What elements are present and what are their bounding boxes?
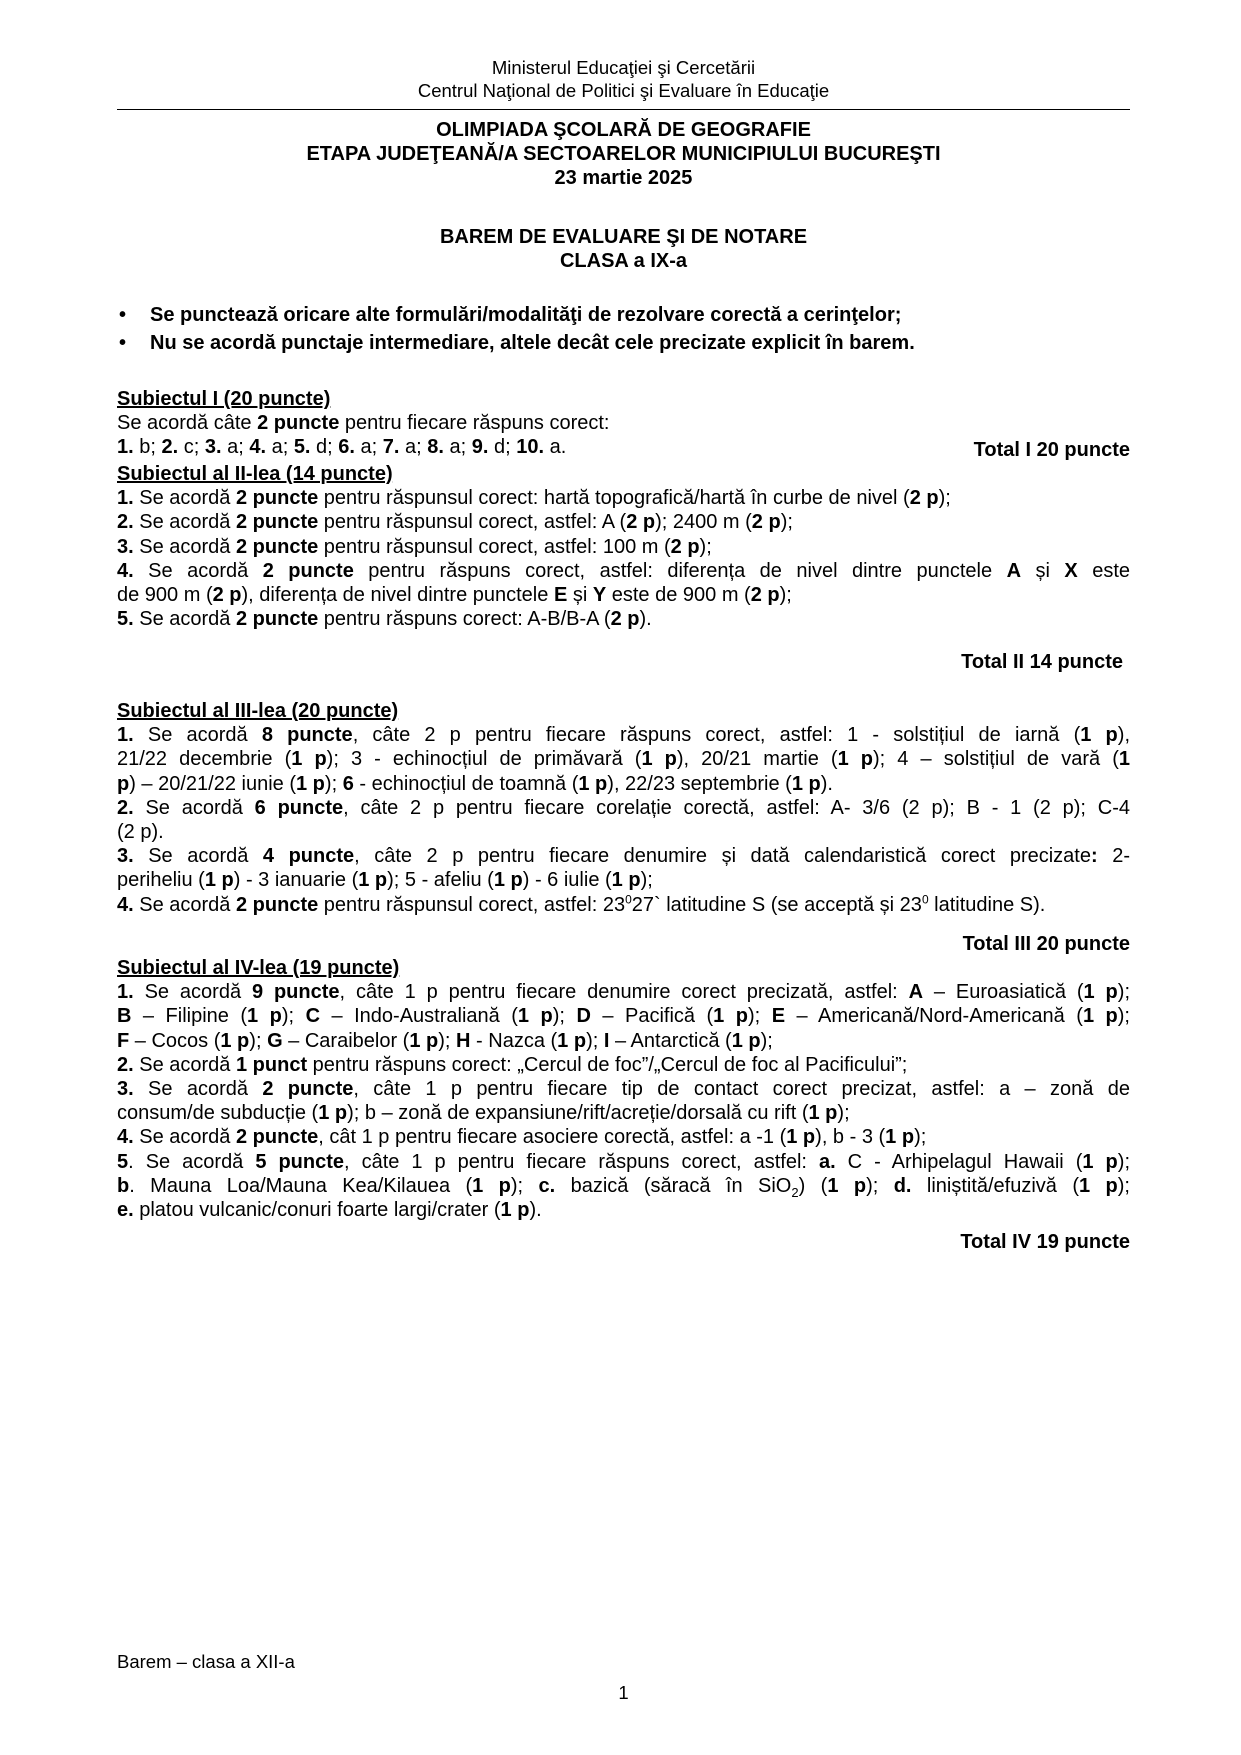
text-run: este	[1077, 559, 1130, 582]
text-run: ) (	[798, 1174, 828, 1197]
text-run: 1 p	[220, 1029, 250, 1052]
text-line	[117, 772, 1130, 796]
header-divider	[117, 109, 1130, 110]
text-run: b	[117, 1174, 130, 1197]
text-run: de 900 m (	[117, 584, 213, 607]
text-run: ), b - 3 (	[815, 1126, 886, 1149]
text-run: p	[117, 772, 130, 795]
text-run: Se acordă	[133, 845, 263, 868]
text-run: a;	[399, 436, 428, 459]
section-total: Total III 20 puncte	[962, 933, 1130, 955]
text-run: c;	[178, 436, 205, 459]
text-line	[117, 844, 1130, 868]
text-line	[117, 747, 1130, 771]
text-run: );	[779, 584, 792, 607]
text-run: );	[760, 1029, 773, 1052]
text-run: 3.	[117, 535, 134, 558]
text-run: ) - 3 ianuarie (	[233, 869, 359, 892]
text-run: 2 p	[670, 535, 700, 558]
text-run: 8 puncte	[261, 724, 353, 747]
text-run: pentru răspunsul corect: hartă topografică/hartă în curbe de nivel (	[318, 487, 910, 510]
text-run: );	[1117, 1150, 1130, 1173]
exam-date: 23 martie 2025	[554, 167, 693, 190]
text-run: – Filipine (	[131, 1005, 248, 1028]
text-run: 1 p	[204, 869, 234, 892]
section-heading: Subiectul al II-lea (14 puncte)	[117, 463, 393, 485]
text-run: 5.	[293, 436, 311, 459]
text-run: latitudine S).	[928, 893, 1046, 916]
text-run: ) – 20/21/22 iunie (	[129, 772, 296, 795]
text-run: Se acordă	[133, 511, 236, 534]
text-line	[117, 1101, 1130, 1125]
text-run: 5 puncte	[255, 1150, 345, 1173]
text-run: 1 p	[296, 772, 325, 795]
text-run: ).	[639, 608, 652, 631]
text-line	[117, 868, 1130, 892]
text-run: – Caraibelor (	[282, 1029, 410, 1052]
text-run: E	[771, 1005, 786, 1028]
text-run: 1 p	[247, 1005, 282, 1028]
text-run: 1 p	[1080, 724, 1118, 747]
text-run: 2 puncte	[235, 893, 319, 916]
text-run: pentru fiecare răspuns corect:	[339, 412, 610, 435]
title-line: OLIMPIADA ŞCOLARĂ DE GEOGRAFIE	[436, 119, 811, 141]
section-3	[117, 699, 1130, 917]
text-run: pentru răspuns corect: „Cercul de foc”/„Cercul de foc al Pacificului”;	[307, 1053, 908, 1076]
section-total: Total II 14 puncte	[961, 651, 1123, 673]
note-item: • Nu se acordă punctaje intermediare, altele decât cele precizate explicit în barem.	[117, 329, 1130, 357]
text-run: 2 p	[610, 608, 640, 631]
text-run: bazică (săracă în SiO	[555, 1174, 792, 1197]
text-line	[117, 820, 1130, 844]
text-run: 1 p	[837, 748, 874, 771]
text-run: a;	[354, 436, 383, 459]
text-run: H	[456, 1029, 471, 1052]
text-run: 27` latitudine S (se acceptă și 23	[631, 893, 922, 916]
text-run: 4 puncte	[262, 845, 355, 868]
notes-list	[117, 301, 1130, 357]
text-run: Se acordă	[133, 1078, 263, 1101]
text-run: 21/22 decembrie (	[117, 748, 292, 771]
text-run: 1.	[117, 724, 134, 747]
text-run: 1 p	[786, 1126, 816, 1149]
text-run: – Americană/Nord-Americană (	[785, 1005, 1083, 1028]
text-run: 1 p	[318, 1102, 348, 1125]
center-name: Centrul Naţional de Politici şi Evaluare în Educaţie	[417, 80, 830, 101]
text-run: 4.	[117, 559, 134, 582]
ministry-name: Ministerul Educaţiei şi Cercetării	[491, 57, 756, 78]
text-run: a.	[818, 1150, 836, 1173]
text-line	[117, 559, 1130, 583]
text-run: 2 p	[909, 487, 939, 510]
text-run: 1 p	[500, 1199, 530, 1222]
text-run: . Se acordă	[128, 1150, 256, 1173]
text-line	[117, 893, 1130, 917]
document-header	[117, 56, 1130, 102]
section-heading: Subiectul I (20 puncte)	[117, 388, 331, 410]
text-run: . Mauna Loa/Mauna Kea/Kilauea (	[129, 1174, 473, 1197]
section-heading: Subiectul al III-lea (20 puncte)	[117, 700, 399, 722]
text-run: a;	[443, 436, 472, 459]
text-run: Se acordă	[133, 893, 236, 916]
text-run: 4.	[249, 436, 267, 459]
text-run: a.	[544, 436, 567, 459]
text-run: );	[699, 535, 712, 558]
text-run: ); 5 - afeliu (	[387, 869, 494, 892]
text-run: 4.	[117, 1126, 134, 1149]
text-run: pentru răspuns corect: A-B/B-A (	[318, 608, 611, 631]
text-run: 1 p	[358, 869, 388, 892]
text-run: Se acordă	[133, 724, 262, 747]
text-run: 1 p	[713, 1005, 748, 1028]
text-run: 1 p	[885, 1126, 915, 1149]
text-run: 0	[625, 891, 632, 906]
text-run: B	[117, 1005, 132, 1028]
text-run: );	[1117, 1174, 1130, 1197]
text-run: Se acordă	[133, 608, 236, 631]
text-run: Y	[592, 584, 607, 607]
text-run: 1 p	[1082, 1005, 1118, 1028]
text-run: ); b – zonă de expansiune/rift/acreție/dorsală cu rift (	[347, 1102, 809, 1125]
text-run: ); 4 – solstițiul de vară (	[873, 748, 1119, 771]
text-run: 2.	[117, 511, 134, 534]
text-run: 1 p	[291, 748, 327, 771]
text-run: 2 puncte	[262, 559, 354, 582]
text-run: );	[837, 1102, 850, 1125]
text-line	[117, 980, 1130, 1004]
section-2	[117, 462, 1130, 631]
text-run: ); 2400 m (	[655, 511, 752, 534]
text-run: și	[567, 584, 593, 607]
text-run: 6	[342, 772, 354, 795]
text-run: ).	[529, 1199, 542, 1222]
barem-heading: BAREM DE EVALUARE ŞI DE NOTARE	[439, 226, 808, 248]
text-line	[117, 1150, 1130, 1174]
text-line	[117, 535, 1130, 559]
text-run: este de 900 m (	[606, 584, 751, 607]
title-line: ETAPA JUDEŢEANĂ/A SECTOARELOR MUNICIPIULUI BUCUREŞTI	[306, 143, 941, 166]
text-run: - echinocțiul de toamnă (	[353, 772, 579, 795]
text-run: ).	[820, 772, 833, 795]
text-run: 2 puncte	[235, 535, 319, 558]
text-run: 7.	[382, 436, 400, 459]
text-line	[117, 583, 1130, 607]
document-title	[117, 118, 1130, 191]
text-run: ) - 6 iulie (	[522, 869, 612, 892]
text-run: 2 p	[212, 584, 242, 607]
footer-label: Barem – clasa a XII-a	[117, 1651, 295, 1672]
text-run: 2.	[161, 436, 179, 459]
text-run: platou vulcanic/conuri foarte largi/crater (	[133, 1199, 501, 1222]
text-run: 1 p	[1082, 1150, 1118, 1173]
text-run: 5	[117, 1150, 129, 1173]
text-run: 9.	[471, 436, 489, 459]
text-run: 1 p	[517, 1005, 553, 1028]
text-run: Se acordă	[133, 1053, 236, 1076]
text-run: 1 p	[557, 1029, 587, 1052]
text-run: 1 punct	[235, 1053, 308, 1076]
text-run: Se acordă	[133, 981, 252, 1004]
text-run: pentru răspuns corect, astfel: diferența de nivel dintre punctele	[353, 559, 1007, 582]
text-run: 3.	[117, 845, 134, 868]
text-run: );	[640, 869, 653, 892]
text-run: G	[267, 1029, 283, 1052]
class-label: CLASA a IX-a	[559, 250, 688, 273]
text-run: a;	[221, 436, 250, 459]
text-run: 0	[921, 891, 929, 906]
text-run: 6 puncte	[254, 796, 344, 819]
text-run: 1.	[117, 487, 134, 510]
text-run: 2	[791, 1184, 799, 1200]
text-run: 1 p	[472, 1174, 511, 1197]
text-run: );	[866, 1174, 894, 1197]
text-run: A	[908, 981, 924, 1004]
text-run: ), 22/23 septembrie (	[607, 772, 792, 795]
text-run: 2 p	[750, 584, 780, 607]
text-run: );	[249, 1029, 268, 1052]
text-run: ),	[1117, 724, 1130, 747]
text-run: 1 p	[827, 1174, 867, 1197]
text-run: Se acordă câte	[117, 412, 258, 435]
text-run: – Euroasiatică (	[923, 981, 1084, 1004]
text-run: , câte 1 p pentru fiecare tip de contact corect precizat, astfel: a – zonă de	[353, 1078, 1130, 1101]
text-run: ), diferența de nivel dintre punctele	[241, 584, 554, 607]
text-run: 1 p	[493, 869, 523, 892]
text-run: );	[510, 1174, 539, 1197]
text-run: );	[552, 1005, 577, 1028]
text-run: , câte 2 p pentru fiecare corelație corectă, astfel: A- 3/6 (2 p); B - 1 (2 p); C-4	[343, 796, 1130, 819]
text-run: 5.	[117, 608, 134, 631]
text-run: 2 p	[751, 511, 781, 534]
text-run: 8.	[427, 436, 444, 459]
text-run: d;	[310, 436, 339, 459]
section-total: Total I 20 puncte	[973, 439, 1130, 461]
text-run: pentru răspunsul corect, astfel: 23	[318, 893, 626, 916]
text-run: d;	[488, 436, 517, 459]
barem-title	[117, 225, 1130, 273]
text-run: 10.	[516, 436, 545, 459]
text-line	[117, 1029, 1130, 1053]
note-item: • Se punctează oricare alte formulări/modalităţi de rezolvare corectă a cerinţelor;	[117, 301, 1130, 329]
text-run: Se acordă	[133, 535, 236, 558]
text-run: – Cocos (	[129, 1029, 221, 1052]
text-run: F	[117, 1029, 130, 1052]
text-run: și	[1021, 559, 1065, 582]
text-run: A	[1006, 559, 1022, 582]
text-run: liniștită/efuzivă (	[911, 1174, 1079, 1197]
text-run: 4.	[117, 893, 134, 916]
text-line	[117, 607, 1130, 631]
text-run: );	[780, 511, 793, 534]
text-run: periheliu (	[117, 869, 205, 892]
text-run: , câte 2 p pentru fiecare denumire și dată calendaristică corect precizate	[354, 845, 1091, 868]
text-run: 2.	[117, 1053, 134, 1076]
text-run: , cât 1 p pentru fiecare asociere corectă, astfel: a -1 (	[318, 1126, 787, 1149]
section-heading: Subiectul al IV-lea (19 puncte)	[117, 957, 400, 979]
text-run: , câte 2 p pentru fiecare răspuns corect, astfel: 1 - solstițiul de iarnă (	[352, 724, 1081, 747]
text-run: X	[1064, 559, 1078, 582]
text-run: – Indo-Australiană (	[320, 1005, 518, 1028]
text-run: 2 puncte	[235, 487, 319, 510]
text-run: 3.	[204, 436, 222, 459]
text-run: b;	[133, 436, 162, 459]
text-run: 2.	[117, 796, 134, 819]
text-run: 2 puncte	[235, 511, 319, 534]
text-run: consum/de subducție (	[117, 1102, 319, 1125]
text-run: - Nazca (	[470, 1029, 558, 1052]
text-run: 2 puncte	[235, 608, 319, 631]
page-number: 1	[618, 1682, 629, 1703]
text-run: );	[586, 1029, 604, 1052]
text-run: , câte 1 p pentru fiecare răspuns corect, astfel:	[344, 1150, 819, 1173]
text-run: D	[576, 1005, 591, 1028]
text-run: );	[438, 1029, 457, 1052]
text-run: 1 p	[808, 1102, 838, 1125]
text-run: 2 puncte	[257, 412, 340, 435]
text-run: pentru răspunsul corect, astfel: 100 m (	[318, 535, 671, 558]
text-run: );	[1117, 981, 1130, 1004]
text-run: E	[553, 584, 568, 607]
text-run: 1 p	[578, 772, 608, 795]
text-line	[117, 796, 1130, 820]
text-run: d.	[893, 1174, 912, 1197]
text-run: e.	[117, 1199, 134, 1222]
text-line	[117, 1004, 1130, 1028]
text-run: c.	[538, 1174, 556, 1197]
text-line	[117, 510, 1130, 534]
text-line	[117, 1174, 1130, 1198]
text-run: pentru răspunsul corect, astfel: A (	[318, 511, 627, 534]
text-run: Se acordă	[133, 559, 263, 582]
text-run: Se acordă	[133, 1126, 236, 1149]
text-run: 1 p	[1083, 981, 1118, 1004]
text-run: 1 p	[611, 869, 641, 892]
text-run: C	[305, 1005, 321, 1028]
text-run: 1 p	[641, 748, 677, 771]
text-run: a;	[266, 436, 294, 459]
text-run: Se acordă	[133, 796, 255, 819]
text-run: );	[938, 487, 951, 510]
text-line	[117, 1077, 1130, 1101]
text-run: 1 p	[409, 1029, 439, 1052]
text-run: 6.	[338, 436, 355, 459]
text-run: 2-	[1097, 845, 1130, 868]
text-run: 2 puncte	[235, 1126, 319, 1149]
text-line	[117, 1198, 1130, 1222]
text-run: 1	[1118, 748, 1130, 771]
text-run: );	[281, 1005, 306, 1028]
text-run: 1 p	[1079, 1174, 1118, 1197]
text-run: I	[603, 1029, 610, 1052]
text-run: – Antarctică (	[609, 1029, 732, 1052]
text-run: );	[748, 1005, 772, 1028]
text-line	[117, 411, 1130, 435]
text-line	[117, 1053, 1130, 1077]
text-run: (2 p).	[117, 821, 164, 844]
section-total: Total IV 19 puncte	[960, 1231, 1130, 1253]
text-run: – Pacifică (	[590, 1005, 714, 1028]
text-run: 1.	[117, 436, 134, 459]
text-run: );	[324, 772, 343, 795]
text-run: 9 puncte	[251, 981, 340, 1004]
text-run: ); 3 - echinocțiul de primăvară (	[326, 748, 642, 771]
text-run: ), 20/21 martie (	[676, 748, 838, 771]
text-line	[117, 1125, 1130, 1149]
text-run: 2 p	[626, 511, 656, 534]
text-run: Se acordă	[133, 487, 236, 510]
text-run: :	[1090, 845, 1098, 868]
text-run: 2 puncte	[262, 1078, 354, 1101]
text-run: , câte 1 p pentru fiecare denumire corect precizată, astfel:	[339, 981, 909, 1004]
section-4	[117, 956, 1130, 1222]
text-run: 1.	[117, 981, 134, 1004]
text-run: 3.	[117, 1078, 134, 1101]
text-line	[117, 486, 1130, 510]
text-run: );	[1117, 1005, 1130, 1028]
text-run: C - Arhipelagul Hawaii (	[835, 1150, 1083, 1173]
text-line	[117, 723, 1130, 747]
text-run: 1 p	[791, 772, 821, 795]
text-run: 1 p	[731, 1029, 761, 1052]
text-run: );	[914, 1126, 927, 1149]
